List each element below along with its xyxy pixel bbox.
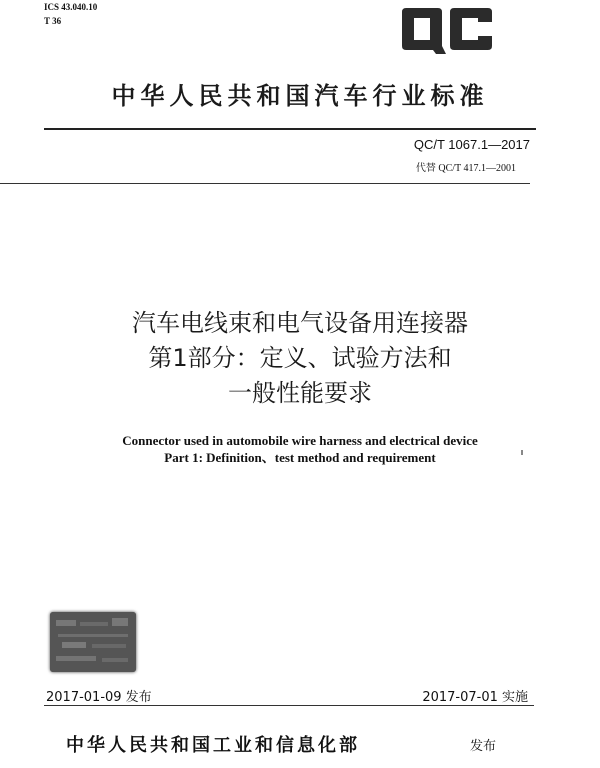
chinese-title-line-2: 第1部分：定义、试验方法和 xyxy=(148,344,452,372)
english-title-line-2: Part 1: Definition、test method and requirement xyxy=(164,450,436,465)
scan-speck xyxy=(521,450,523,455)
header-divider xyxy=(44,128,536,130)
standard-number: QC/T 1067.1—2017 xyxy=(413,137,530,152)
chinese-title xyxy=(0,306,600,411)
qc-logo xyxy=(398,6,494,58)
english-title-line-1: Connector used in automobile wire harness and electrical device xyxy=(122,433,478,448)
issue-date: 2017-01-09 发布 xyxy=(46,690,152,705)
anti-counterfeit-stamp xyxy=(50,612,136,672)
english-title xyxy=(0,432,600,466)
standard-type-heading: 中华人民共和国汽车行业标准 xyxy=(111,81,489,110)
chinese-title-line-3: 一般性能要求 xyxy=(228,379,372,407)
replaces-standard: 代替 QC/T 417.1—2001 xyxy=(415,163,516,174)
number-divider xyxy=(0,183,530,184)
issued-label: 发布 xyxy=(470,739,497,754)
implementation-date: 2017-07-01 实施 xyxy=(422,690,528,705)
chinese-title-line-1: 汽车电线束和电气设备用连接器 xyxy=(132,309,468,337)
issuing-authority: 中华人民共和国工业和信息化部 xyxy=(66,735,360,756)
category-code: T 36 xyxy=(44,16,62,26)
ics-code: ICS 43.040.10 xyxy=(44,2,98,12)
footer-divider xyxy=(44,705,534,706)
